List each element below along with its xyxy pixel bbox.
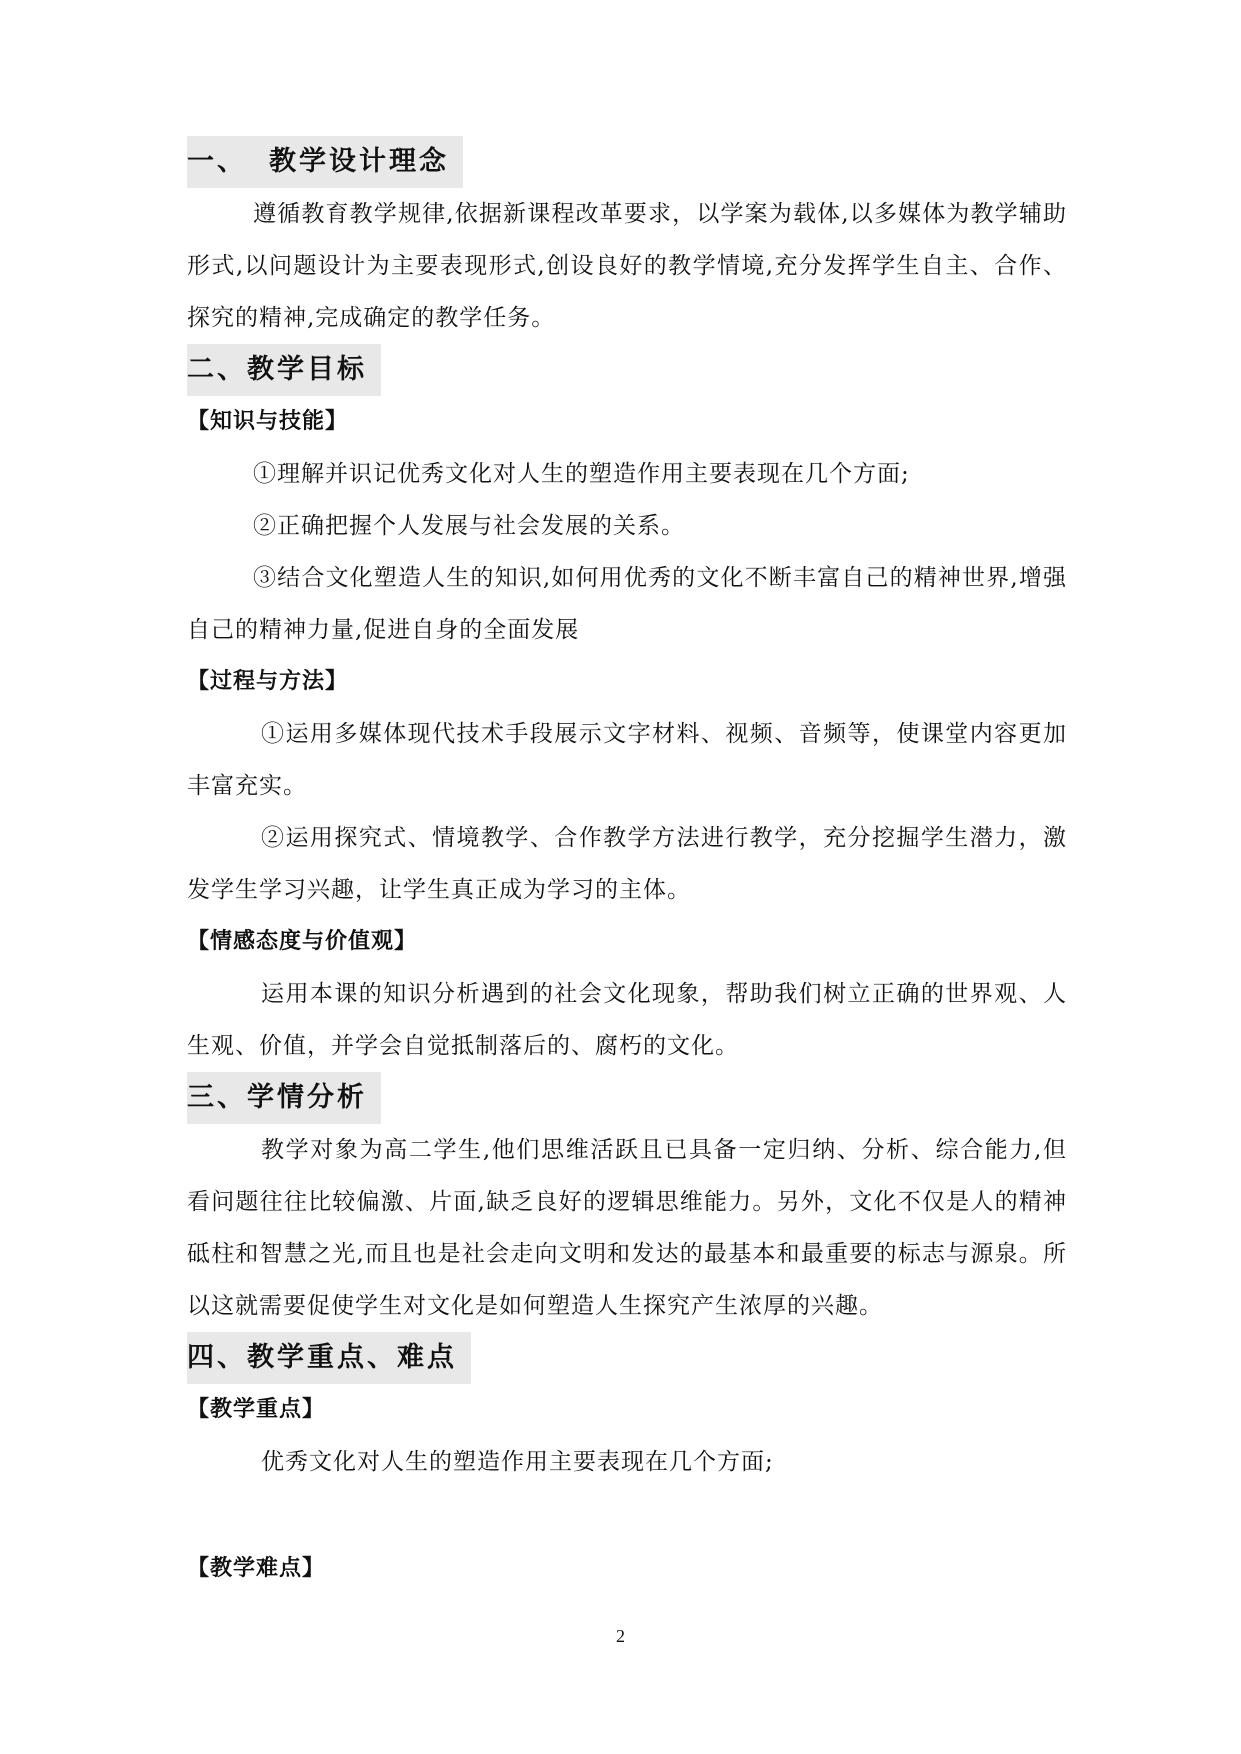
section-heading-1	[187, 136, 463, 188]
document-page	[187, 136, 1067, 1595]
knowledge-item-3: ③结合文化塑造人生的知识,如何用优秀的文化不断丰富自己的精神世界,增强自己的精神力量,促进自身的全面发展	[187, 565, 1067, 643]
difficulties-label: 【教学难点】	[187, 1556, 326, 1581]
emotion-values-label: 【情感态度与价值观】	[187, 929, 418, 954]
design-philosophy-paragraph: 遵循教育教学规律,依据新课程改革要求，以学案为载体,以多媒体为教学辅助形式,以问题设计为主要表现形式,创设良好的教学情境,充分发挥学生自主、合作、探究的精神,完成确定的教学任务。	[187, 201, 1067, 331]
page-number: 2	[616, 1626, 625, 1646]
section-heading-4: 四、教学重点、难点	[187, 1332, 471, 1384]
section-number-1: 一、	[187, 146, 247, 177]
knowledge-item-2: ②正确把握个人发展与社会发展的关系。	[253, 513, 685, 539]
knowledge-skills-label: 【知识与技能】	[187, 409, 349, 434]
key-points-paragraph: 优秀文化对人生的塑造作用主要表现在几个方面;	[261, 1449, 774, 1475]
process-methods-label: 【过程与方法】	[187, 669, 349, 694]
key-points-label: 【教学重点】	[187, 1397, 326, 1422]
emotion-values-paragraph: 运用本课的知识分析遇到的社会文化现象，帮助我们树立正确的世界观、人生观、价值，并学会自觉抵制落后的、腐朽的文化。	[187, 981, 1067, 1059]
section-title-1: 教学设计理念	[269, 146, 449, 177]
section-heading-2: 二、教学目标	[187, 344, 381, 396]
knowledge-item-1: ①理解并识记优秀文化对人生的塑造作用主要表现在几个方面;	[253, 461, 910, 487]
process-item-1: ①运用多媒体现代技术手段展示文字材料、视频、音频等，使课堂内容更加丰富充实。	[187, 721, 1067, 799]
section-heading-3: 三、学情分析	[187, 1072, 381, 1124]
learner-analysis-paragraph: 教学对象为高二学生,他们思维活跃且已具备一定归纳、分析、综合能力,但看问题往往比较偏激、片面,缺乏良好的逻辑思维能力。另外，文化不仅是人的精神砥柱和智慧之光,而且也是社会走向文明和发达的最基本和最重要的标志与源泉。所以这就需要促使学生对文化是如何塑造人生探究产生浓厚的兴趣。	[187, 1137, 1067, 1319]
process-item-2: ②运用探究式、情境教学、合作教学方法进行教学，充分挖掘学生潜力，激发学生学习兴趣，让学生真正成为学习的主体。	[187, 825, 1067, 903]
